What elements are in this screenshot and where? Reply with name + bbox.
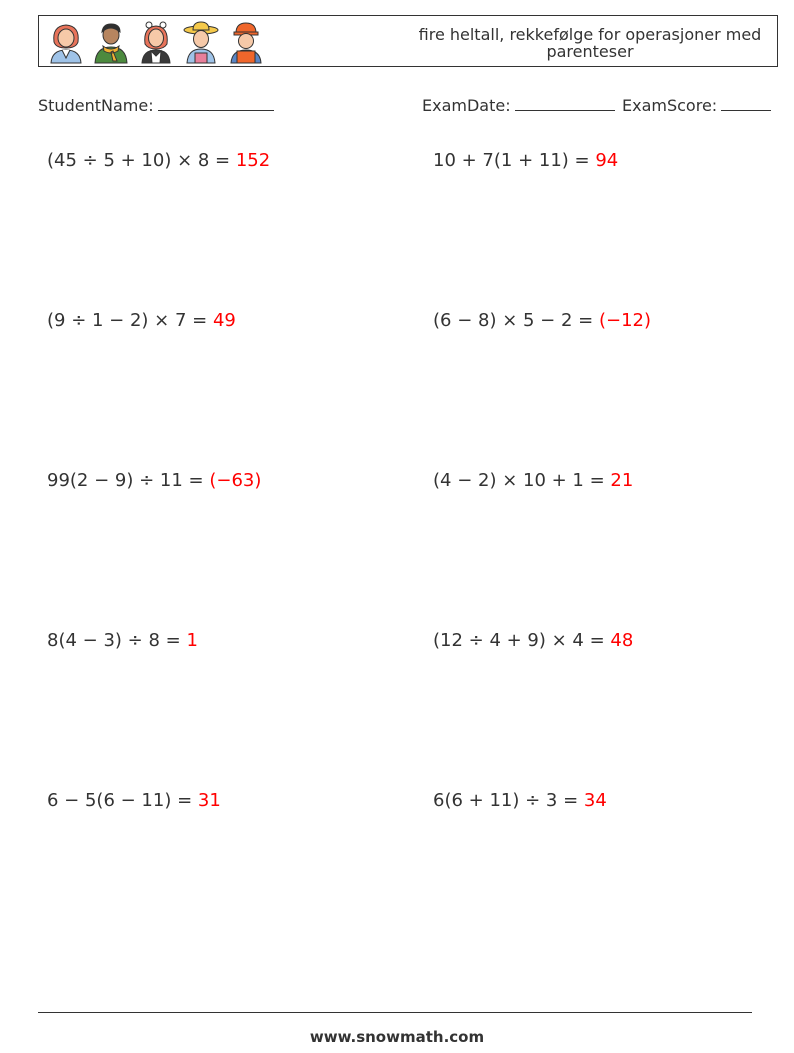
woman-office-worker-icon bbox=[46, 20, 86, 64]
problem-answer: 31 bbox=[197, 790, 221, 811]
problem-answer: 94 bbox=[595, 150, 619, 171]
problem-2 bbox=[433, 150, 618, 171]
problem-answer: (−63) bbox=[209, 470, 262, 491]
problem-10 bbox=[433, 790, 607, 811]
exam-score-blank[interactable] bbox=[721, 94, 771, 111]
problem-4 bbox=[433, 310, 651, 331]
worksheet-header bbox=[38, 15, 778, 67]
problem-5 bbox=[47, 470, 261, 491]
problem-answer: 49 bbox=[212, 310, 236, 331]
problem-expression: 10 + 7(1 + 11) = bbox=[433, 150, 596, 171]
problem-answer: 152 bbox=[235, 150, 271, 171]
problem-8 bbox=[433, 630, 633, 651]
problem-expression: (4 − 2) × 10 + 1 = bbox=[433, 470, 611, 491]
problem-answer: 21 bbox=[610, 470, 634, 491]
problem-expression: (9 ÷ 1 − 2) × 7 = bbox=[47, 310, 213, 331]
problem-3 bbox=[47, 310, 236, 331]
exam-date-blank[interactable] bbox=[515, 94, 615, 111]
exam-date-label: ExamDate: bbox=[422, 96, 511, 115]
problem-expression: 6 − 5(6 − 11) = bbox=[47, 790, 198, 811]
student-name-label: StudentName: bbox=[38, 96, 154, 115]
construction-worker-icon bbox=[226, 20, 266, 64]
man-scarf-icon bbox=[91, 20, 131, 64]
exam-date-field bbox=[422, 94, 615, 115]
problem-answer: 48 bbox=[610, 630, 634, 651]
problem-6 bbox=[433, 470, 633, 491]
problem-expression: 8(4 − 3) ÷ 8 = bbox=[47, 630, 187, 651]
problem-expression: 99(2 − 9) ÷ 11 = bbox=[47, 470, 210, 491]
problem-expression: (45 ÷ 5 + 10) × 8 = bbox=[47, 150, 236, 171]
exam-score-label: ExamScore: bbox=[622, 96, 718, 115]
exam-score-field bbox=[622, 94, 771, 115]
problem-answer: (−12) bbox=[598, 310, 651, 331]
problem-expression: (12 ÷ 4 + 9) × 4 = bbox=[433, 630, 611, 651]
footer-website[interactable]: www.snowmath.com bbox=[309, 1028, 485, 1046]
student-name-blank[interactable] bbox=[158, 94, 274, 111]
problem-1 bbox=[47, 150, 270, 171]
problem-9 bbox=[47, 790, 221, 811]
problem-expression: (6 − 8) × 5 − 2 = bbox=[433, 310, 599, 331]
problem-expression: 6(6 + 11) ÷ 3 = bbox=[433, 790, 584, 811]
farmer-hat-icon bbox=[181, 20, 221, 64]
problem-7 bbox=[47, 630, 198, 651]
footer-divider bbox=[38, 1012, 752, 1013]
problem-answer: 34 bbox=[583, 790, 607, 811]
student-name-field bbox=[38, 94, 274, 115]
worksheet-title: fire heltall, rekkefølge for operasjoner med parenteser bbox=[418, 25, 762, 61]
woman-red-hair-icon bbox=[136, 20, 176, 64]
problem-answer: 1 bbox=[186, 630, 198, 651]
